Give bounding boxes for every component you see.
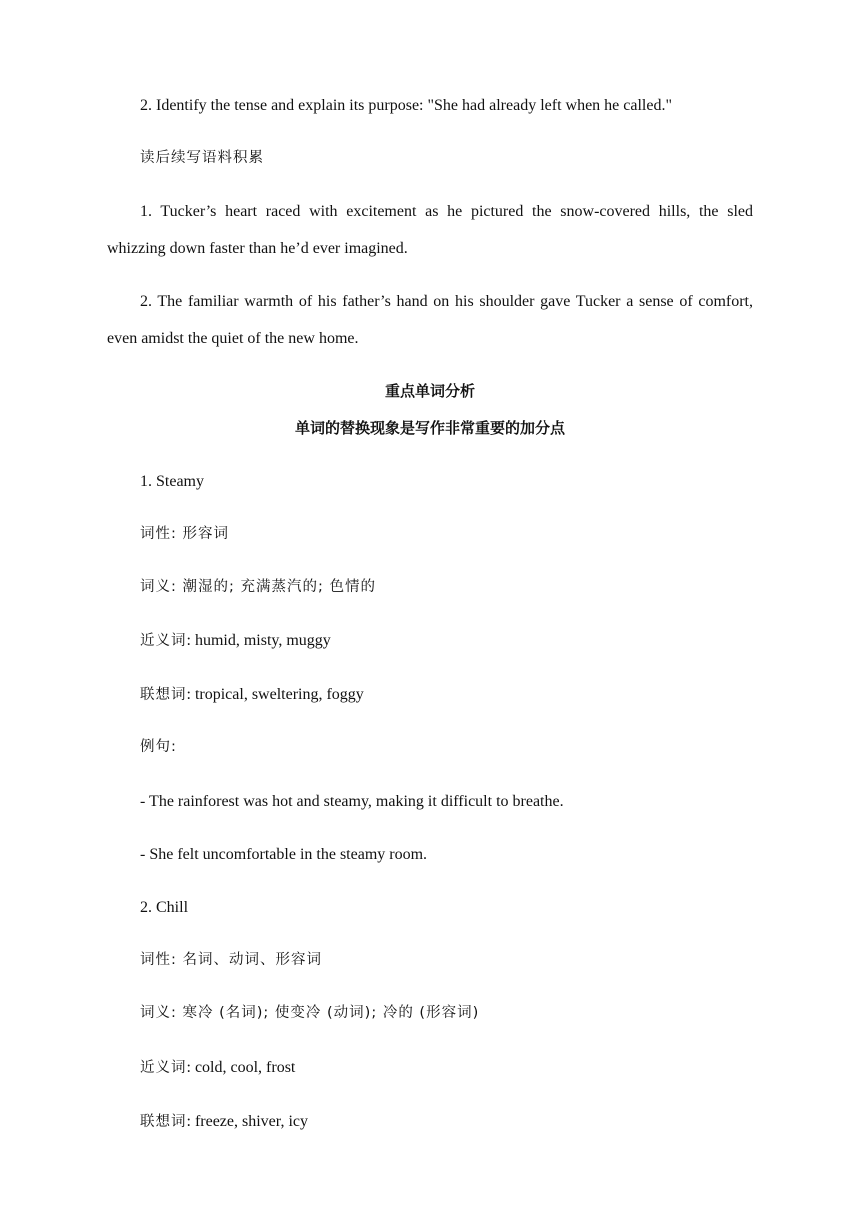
writing-sentence-1: 1. Tucker’s heart raced with excitement as he pictured the snow-covered hills, the sled whizzing down faster than he’d ever imagined.: [107, 203, 753, 257]
word-pos: 词性: 名词、动词、形容词: [140, 952, 322, 968]
word-pos: 词性: 形容词: [140, 526, 229, 542]
examples-label: 例句:: [140, 739, 177, 755]
vocab-heading: 重点单词分析: [384, 382, 475, 400]
word-associations: [107, 1103, 753, 1141]
vocab-subheading: 单词的替换现象是写作非常重要的加分点: [294, 419, 565, 437]
grammar-question-2: 2. Identify the tense and explain its purpose: "She had already left when he called.": [140, 97, 672, 114]
synonyms-label: 近义词: [140, 633, 187, 649]
synonyms-list: : cold, cool, frost: [186, 1059, 296, 1076]
writing-section-title: 读后续写语料积累: [140, 150, 264, 166]
word-meaning: 词义: 寒冷 (名词); 使变冷 (动词); 冷的 (形容词): [140, 1005, 480, 1021]
associations-list: : tropical, sweltering, foggy: [186, 686, 364, 703]
word-synonyms: [107, 1049, 753, 1087]
associations-label: 联想词: [140, 687, 187, 703]
associations-label: 联想词: [140, 1114, 187, 1130]
example-sentence-1: - The rainforest was hot and steamy, making it difficult to breathe.: [140, 793, 564, 810]
synonyms-label: 近义词: [140, 1060, 187, 1076]
associations-list: : freeze, shiver, icy: [186, 1113, 309, 1130]
word-title: 2. Chill: [140, 899, 189, 916]
example-sentence-2: - She felt uncomfortable in the steamy room.: [140, 846, 428, 863]
word-associations: [107, 676, 753, 714]
writing-sentence-2: 2. The familiar warmth of his father’s hand on his shoulder gave Tucker a sense of comfort, even amidst the quiet of the new home.: [107, 293, 753, 347]
word-synonyms: [107, 622, 753, 660]
word-meaning: 词义: 潮湿的; 充满蒸汽的; 色情的: [140, 579, 376, 595]
synonyms-list: : humid, misty, muggy: [186, 632, 331, 649]
word-title: 1. Steamy: [140, 473, 204, 490]
